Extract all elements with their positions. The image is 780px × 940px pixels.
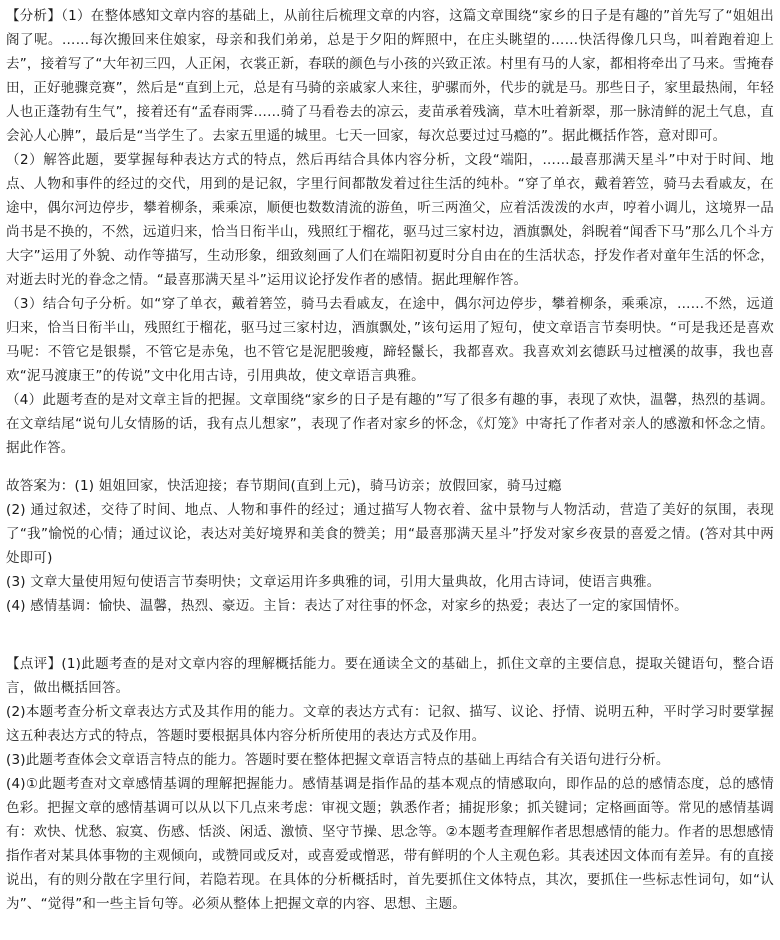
analysis-paragraph-2: （2）解答此题，要掌握每种表达方式的特点，然后再结合具体内容分析，文段“端阳，……最喜那满天星斗”中对于时间、地点、人物和事件的经过的交代，用到的是记叙，字里行间都散发着过往生活的纯朴。“穿了单衣，戴着箬笠，骑马去看戚友，在途中，偶尔河边停步，攀着柳条，乘乘凉，顺便也数数清流的游鱼，听三两渔父，应着活泼泼的水声，哼着小调儿，这境界一品尚书是不换的，不然，远道归来，恰当日衔半山，残照红于榴花，驱马过三家村边，酒旗飘处，斜睨着“闻香下马”那么几个斗方大字”运用了外貌、动作等描写，生动形象，细致刻画了人们在端阳初夏时分自由在的生活状态，抒发作者对童年生活的怀念，对逝去时光的眷念之情。“最喜那满天星斗”运用议论抒发作者的感情。据此理解作答。 [6,152,774,288]
comment-paragraph-2: (2)本题考查分析文章表达方式及其作用的能力。文章的表达方式有：记叙、描写、议论、抒情、说明五种，平时学习时要掌握这五种表达方式的特点，答题时要根据具体内容分析所使用的表达方式及作用。 [6,704,774,744]
spacer [6,460,774,474]
comment-paragraph-4: (4)①此题考查对文章感情基调的理解把握能力。感情基调是指作品的基本观点的情感取向，即作品的总的感情态度，总的感情色彩。把握文章的感情基调可以从以下几点来考虑：审视文题；孰悉作者；捕捉形象；抓关键词；定格画面等。常见的感情基调有：欢快、忧愁、寂寞、伤感、恬淡、闲适、激愤、坚守节操、思念等。②本题考查理解作者思想感情的能力。作者的思想感情指作者对某具体事物的主观倾向，或赞同或反对，或喜爱或憎恶，带有鲜明的个人主观色彩。其表述因文体而有差异。有的直接说出，有的则分散在字里行间，若隐若现。在具体的分析概括时，首先要抓住文体特点，其次，要抓住一些标志性词句，如“认为”、“觉得”和一些主旨句等。必须从整体上把握文章的内容、思想、主题。 [6,776,774,912]
comment-paragraph-1: 【点评】(1)此题考查的是对文章内容的理解概括能力。要在通读全文的基础上，抓住文章的主要信息，提取关键语句，整合语言，做出概括回答。 [6,656,774,696]
answer-line-1: 故答案为：(1) 姐姐回家，快活迎接；春节期间(直到上元)，骑马访亲；放假回家，骑马过瘾 [6,478,562,494]
comment-paragraph-3: (3)此题考查体会文章语言特点的能力。答题时要在整体把握文章语言特点的基础上再结合有关语句进行分析。 [6,752,670,768]
answer-line-3: (3) 文章大量使用短句使语言节奏明快；文章运用许多典雅的词，引用大量典故，化用古诗词，使语言典雅。 [6,574,661,590]
answer-line-2: (2) 通过叙述，交待了时间、地点、人物和事件的经过；通过描写人物衣着、盆中景物与人物活动，营造了美好的氛围，表现了“我”愉悦的心情；通过议论，表达对美好境界和美食的赞美；用“最喜那满天星斗”抒发对家乡夜景的喜爱之情。(答对其中两处即可) [6,502,774,566]
analysis-paragraph-1: 【分析】（1）在整体感知文章内容的基础上，从前往后梳理文章的内容，这篇文章围绕“家乡的日子是有趣的”首先写了“姐姐出阁了呢。……每次搬回来住娘家，母亲和我们弟弟，总是于夕阳的辉照中，在庄头眺望的……快活得像几只鸟，叫着跑着迎上去”，接着写了“大年初三四，人正闲，衣裳正新，春联的颜色与小孩的兴致正浓。村里有马的人家，都相将牵出了马来。雪掩春田，正好驰骤竞赛”，然后是“直到上元，总是有马骑的亲戚家人来往，驴骡而外，代步的就是马。那些日子，家里最热闹，年轻人也正蓬勃有生气”，接着还有“孟春雨霁……骑了马看卷去的凉云，麦苗承着残滴，草木吐着新翠，那一脉清鲜的泥土气息，直会沁人心脾”，最后是“当学生了。去家五里遥的城里。七天一回家，每次总要过过马瘾的”。据此概括作答，意对即可。 [6,8,774,144]
answer-line-4: (4) 感情基调：愉快、温馨，热烈、豪迈。主旨：表达了对往事的怀念，对家乡的热爱；表达了一定的家国情怀。 [6,598,688,614]
analysis-paragraph-4: （4）此题考查的是对文章主旨的把握。文章围绕“家乡的日子是有趣的”写了很多有趣的事，表现了欢快，温馨，热烈的基调。在文章结尾“说句儿女情肠的话，我有点儿想家”，表现了作者对家乡的怀念，《灯笼》中寄托了作者对亲人的感激和怀念之情。据此作答。 [6,392,774,456]
analysis-paragraph-3: （3）结合句子分析。如“穿了单衣，戴着箬笠，骑马去看戚友，在途中，偶尔河边停步，攀着柳条，乘乘凉，……不然，远道归来，恰当日衔半山，残照红于榴花，驱马过三家村边，酒旗飘处，”该句运用了短句，使文章语言节奏明快。“可是我还是喜欢马呢：不管它是银鬃，不管它是赤兔，也不管它是泥肥骏瘦，蹄轻鬣长，我都喜欢。我喜欢刘玄德跃马过檀溪的故事，我也喜欢“泥马渡康王”的传说”文中化用古诗，引用典故，使文章语言典雅。 [6,296,774,384]
spacer [6,618,774,652]
